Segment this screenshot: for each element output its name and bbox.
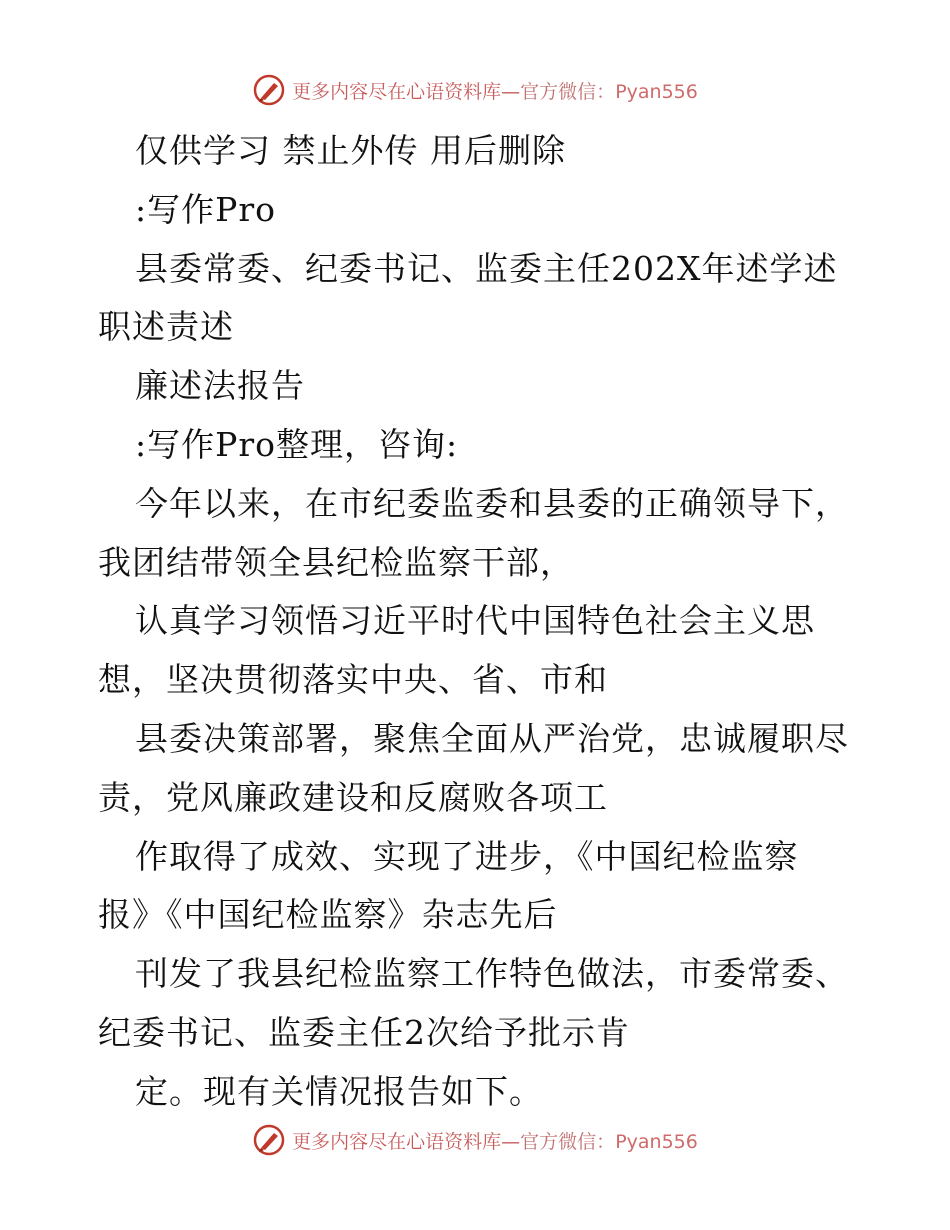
pen-circle-logo-icon: [252, 73, 286, 107]
document-line: 认真学习领悟习近平时代中国特色社会主义思: [135, 601, 815, 641]
banner-wechat-id: Pyan556: [615, 80, 698, 103]
banner-dash: —: [501, 1130, 521, 1153]
banner-main-text: 更多内容尽在心语资料库: [292, 1130, 502, 1153]
document-line: 我团结带领全县纪检监察干部，: [98, 542, 574, 582]
banner-wechat-id: Pyan556: [615, 1130, 698, 1153]
document-line: 廉述法报告: [135, 366, 305, 406]
header-watermark-banner: [0, 70, 950, 110]
pen-circle-logo-icon: [252, 1123, 286, 1157]
document-line: 定。现有关情况报告如下。: [135, 1071, 543, 1111]
document-line: 仅供学习 禁止外传 用后删除: [135, 131, 566, 170]
banner-wechat-label: 官方微信：: [520, 1130, 616, 1153]
banner-wechat-label: 官方微信：: [520, 80, 616, 103]
document-line: 刊发了我县纪检监察工作特色做法，市委常委、: [135, 954, 849, 994]
document-line: 职述责述: [98, 307, 234, 347]
document-line: 县委常委、纪委书记、监委主任202X年述学述: [135, 248, 838, 288]
document-line: 县委决策部署，聚焦全面从严治党，忠诚履职尽: [135, 718, 849, 758]
document-line: :写作Pro: [135, 189, 276, 229]
document-line: 纪委书记、监委主任2次给予批示肯: [98, 1012, 630, 1052]
banner-dash: —: [501, 80, 521, 103]
document-line: 责，党风廉政建设和反腐败各项工: [98, 777, 608, 817]
footer-watermark-banner: [0, 1120, 950, 1160]
document-line: 报》《中国纪检监察》杂志先后: [98, 895, 558, 935]
banner-main-text: 更多内容尽在心语资料库: [292, 80, 502, 103]
document-line: 想，坚决贯彻落实中央、省、市和: [98, 660, 608, 700]
document-line: :写作Pro整理，咨询:: [135, 424, 459, 464]
document-line: 作取得了成效、实现了进步，《中国纪检监察: [135, 836, 799, 876]
document-body: [98, 122, 858, 1122]
document-line: 今年以来，在市纪委监委和县委的正确领导下，: [135, 483, 849, 523]
